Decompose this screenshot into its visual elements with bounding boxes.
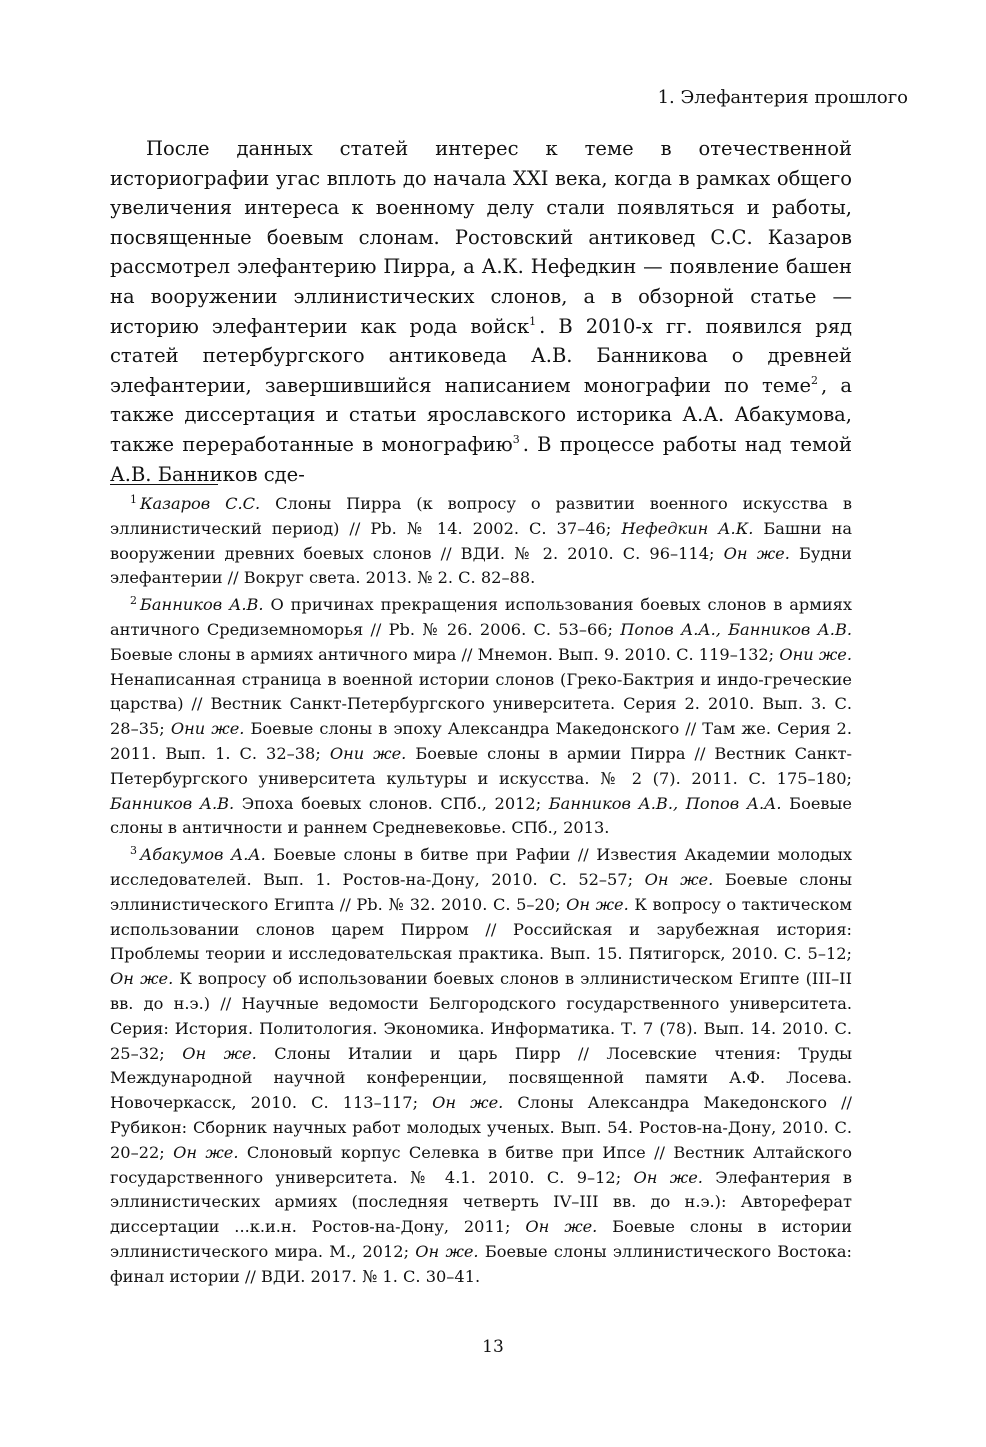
footnote-text: Слоны Александра Македонского // Рубикон: Сборник научных работ молодых ученых. Вып. 54. Ростов-на-Дону, 2010. С. 20–22; (110, 1093, 852, 1162)
footnote-text: Будни элефантерии // Вокруг света. 2013. № 2. С. 82–88. (110, 543, 852, 588)
footnote-author: Попов А.А., Банников А.В. (620, 619, 852, 639)
footnote-author: Абакумов А.А. (140, 845, 266, 865)
page-number: 13 (482, 1337, 504, 1357)
footnote-text: Слоны Италии и царь Пирр // Лосевские чтения: Труды Международной научной конференции, посвященной памяти А.Ф. Лосева. Новочеркасск, 2010. С. 113–117; (110, 1043, 853, 1113)
footnote-author: Он же. (633, 1167, 703, 1187)
footnote-author: Казаров С.С. (140, 494, 261, 513)
running-head: 1. Элефантерия прошлого (657, 87, 908, 108)
footnote-author: Он же. (525, 1217, 598, 1237)
footnote-text: Боевые слоны в античности и раннем Средневековье. СПб., 2013. (110, 793, 852, 838)
footnotes (110, 492, 852, 1292)
footnote-text: Слоны Пирра (к вопросу о развитии военного искусства в эллинистический период) // Pb. № 14. 2002. С. 37–46; (110, 494, 852, 538)
footnote-text: Боевые слоны в истории эллинистического мира. М., 2012; (110, 1217, 852, 1261)
footnote-number: 2 (130, 593, 137, 607)
footnote-author: Он же. (566, 894, 629, 914)
footnote-text: Эпоха боевых слонов. СПб., 2012; (234, 793, 549, 813)
footnote-text: Башни на вооружении древних боевых слонов // ВДИ. № 2. 2010. С. 96–114; (110, 518, 853, 563)
footnote-ref-2: 2 (811, 374, 819, 388)
footnote-1 (110, 492, 852, 591)
footnote-text: Элефантерия в эллинистических армиях (последняя четверть IV–III вв. до н.э.): Автореферат диссертации ...к.и.н. Ростов-на-Дону, 2011; (110, 1167, 852, 1237)
footnote-text: Боевые слоны в эпоху Александра Македонского // Там же. Серия 2. 2011. Вып. 1. С. 32–38; (110, 719, 852, 763)
footnote-author: Он же. (110, 969, 174, 989)
footnote-text: К вопросу об использовании боевых слонов в эллинистическом Египте (III–II вв. до н.э.) // Научные ведомости Белгородского государственного университета. Серия: История. Политология. Экономика. Информатика. Т. 7 (78). Вып. 14. 2010. С. 25–32; (110, 969, 852, 1063)
footnote-author: Банников А.В. (110, 793, 235, 813)
footnote-number: 1 (130, 492, 137, 506)
footnote-author: Он же. (173, 1142, 239, 1162)
footnote-ref-3: 3 (512, 433, 520, 447)
footnote-text: Боевые слоны эллинистического Египта // Pb. № 32. 2010. С. 5–20; (110, 869, 852, 914)
footnote-number: 3 (130, 843, 137, 857)
footnote-author: Нефедкин А.К. (621, 518, 754, 538)
body-paragraph: После данных статей интерес к теме в отечественной историографии угас вплоть до начала XXI века, когда в рамках общего увеличения интереса к военному делу стали появляться и работы, посвященные боевым слонам. Ростовский антиковед С.С. Казаров рассмотрел элефантерию Пирра, а А.К. Нефедкин — появление башен на вооружении эллинистических слонов, а в обзорной статье — историю элефантерии как рода войск$^1$ . В 2010-х гг. появился ряд статей петербургского антиковеда А.В. Банникова о древней элефантерии, завершившийся написанием монографии по теме$^2$ , а также диссертация и статьи ярославского историка А.А. Абакумова, также переработанные в монографию$^3$ . В процессе работы над темой А.В. Банников сде- (110, 137, 853, 486)
footnote-author: Банников А.В. (140, 595, 264, 615)
body-text (110, 134, 852, 489)
footnote-text: Боевые слоны эллинистического Востока: финал истории // ВДИ. 2017. № 1. С. 30–41. (110, 1241, 852, 1286)
footnote-author: Он же. (182, 1043, 257, 1063)
footnote-text: Боевые слоны в армии Пирра // Вестник Санкт-Петербургского университета культуры и искусства. № 2 (7). 2011. С. 175–180; (110, 743, 852, 788)
footnote-author: Он же. (415, 1241, 479, 1261)
footnote-author: Он же. (432, 1093, 504, 1113)
footnote-ref-1: 1 (529, 315, 537, 329)
footnote-author: Они же. (329, 743, 407, 763)
footnote-text: Слоновый корпус Селевка в битве при Ипсе // Вестник Алтайского государственного университета. № 4.1. 2010. С. 9–12; (110, 1142, 852, 1187)
footnote-author: Они же. (170, 719, 245, 739)
footnote-separator (110, 484, 218, 485)
footnote-author: Он же. (644, 869, 714, 889)
footnote-author: Они же. (779, 644, 852, 664)
footnote-text: Боевые слоны в битве при Рафии // Известия Академии молодых исследователей. Вып. 1. Ростов-на-Дону, 2010. С. 52–57; (110, 845, 852, 889)
footnote-3 (110, 843, 852, 1289)
footnote-text: Ненаписанная страница в военной истории слонов (Греко-Бактрия и индо-греческие царства) // Вестник Санкт-Петербургского университета. Серия 2. 2010. Вып. 3. С. 28–35; (110, 669, 852, 739)
footnote-author: Он же. (723, 543, 790, 563)
footnote-text: К вопросу о тактическом использовании слонов царем Пирром // Российская и зарубежная история: Проблемы теории и исследовательская практика. Вып. 15. Пятигорск, 2010. С. 5–12; (110, 894, 852, 964)
footnote-text: О причинах прекращения использования боевых слонов в армиях античного Средиземноморья // Pb. № 26. 2006. С. 53–66; (110, 595, 852, 639)
footnote-text: Боевые слоны в армиях античного мира // Мнемон. Вып. 9. 2010. С. 119–132; (110, 644, 780, 664)
footnote-author: Банников А.В., Попов А.А. (548, 793, 782, 813)
footnote-2 (110, 593, 852, 841)
